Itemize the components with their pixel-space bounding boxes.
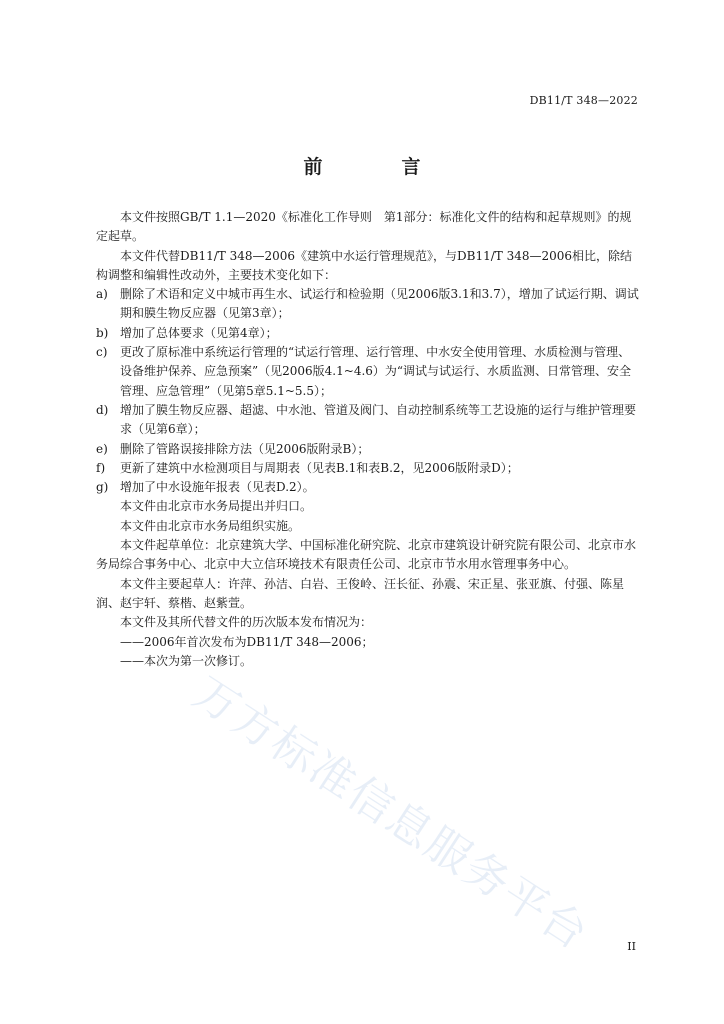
- list-item-label: d): [96, 402, 109, 417]
- list-item-label: a): [96, 287, 108, 302]
- list-item-label: b): [96, 325, 109, 340]
- foreword-body: [96, 208, 640, 671]
- list-item-text: 删除了管路误接排除方法（见2006版附录B）；: [120, 441, 370, 456]
- list-item-text: 更新了建筑中水检测项目与周期表（见表B.1和表B.2，见2006版附录D）；: [120, 460, 519, 475]
- paragraph-drafting-rules: 本文件按照GB/T 1.1—2020《标准化工作导则 第1部分：标准化文件的结构和起草规则》的规定起草。: [96, 210, 632, 244]
- changes-list: [96, 285, 640, 497]
- watermark: 万方标准信息服务平台: [184, 667, 598, 961]
- list-item-text: 增加了膜生物反应器、超滤、中水池、管道及阀门、自动控制系统等工艺设施的运行与维护管理要求（见第6章）；: [120, 402, 637, 437]
- list-item-text: 删除了术语和定义中城市再生水、试运行和检验期（见2006版3.1和3.7），增加了试运行期、调试期和膜生物反应器（见第3章）；: [120, 287, 639, 321]
- page-title: 前 言: [303, 156, 451, 178]
- list-item: [96, 440, 640, 459]
- paragraph-replacement: 本文件代替DB11/T 348—2006《建筑中水运行管理规范》，与DB11/T 348—2006相比，除结构调整和编辑性改动外，主要技术变化如下：: [96, 248, 633, 282]
- list-item: [96, 478, 640, 497]
- list-item: [96, 285, 640, 324]
- list-item: [96, 324, 640, 343]
- paragraph-history-intro: 本文件及其所代替文件的历次版本发布情况为：: [120, 615, 373, 630]
- list-item-label: e): [96, 441, 108, 456]
- document-code: DB11/T 348—2022: [529, 94, 638, 107]
- paragraph-drafters: 本文件主要起草人：许萍、孙洁、白岩、王俊岭、汪长征、孙震、宋正星、张亚旗、付强、陈星润、赵宇轩、蔡楷、赵紫萱。: [96, 576, 625, 610]
- list-item: [96, 343, 640, 401]
- paragraph-implementer: 本文件由北京市水务局组织实施。: [120, 518, 301, 533]
- history-item: ——本次为第一次修订。: [120, 653, 253, 668]
- page-number: II: [627, 940, 636, 953]
- paragraph-drafting-units: 本文件起草单位：北京建筑大学、中国标准化研究院、北京市建筑设计研究院有限公司、北京市水务局综合事务中心、北京中大立信环境技术有限责任公司、北京市节水用水管理事务中心。: [96, 538, 637, 572]
- list-item-text: 增加了总体要求（见第4章）；: [120, 325, 278, 340]
- list-item-text: 更改了原标准中系统运行管理的“试运行管理、运行管理、中水安全使用管理、水质检测与管理、设备维护保养、应急预案”（见2006版4.1~4.6）为“调试与试运行、水质监测、日常管理、安全管理、应急管理”（见第5章5.1~5.5）；: [120, 345, 632, 398]
- history-item: ——2006年首次发布为DB11/T 348—2006；: [120, 634, 374, 649]
- list-item-label: f): [96, 460, 106, 475]
- list-item-label: g): [96, 480, 109, 495]
- list-item: [96, 401, 640, 440]
- list-item: [96, 459, 640, 478]
- paragraph-proposer: 本文件由北京市水务局提出并归口。: [120, 499, 313, 514]
- list-item-label: c): [96, 345, 108, 360]
- list-item-text: 增加了中水设施年报表（见表D.2）。: [120, 480, 315, 495]
